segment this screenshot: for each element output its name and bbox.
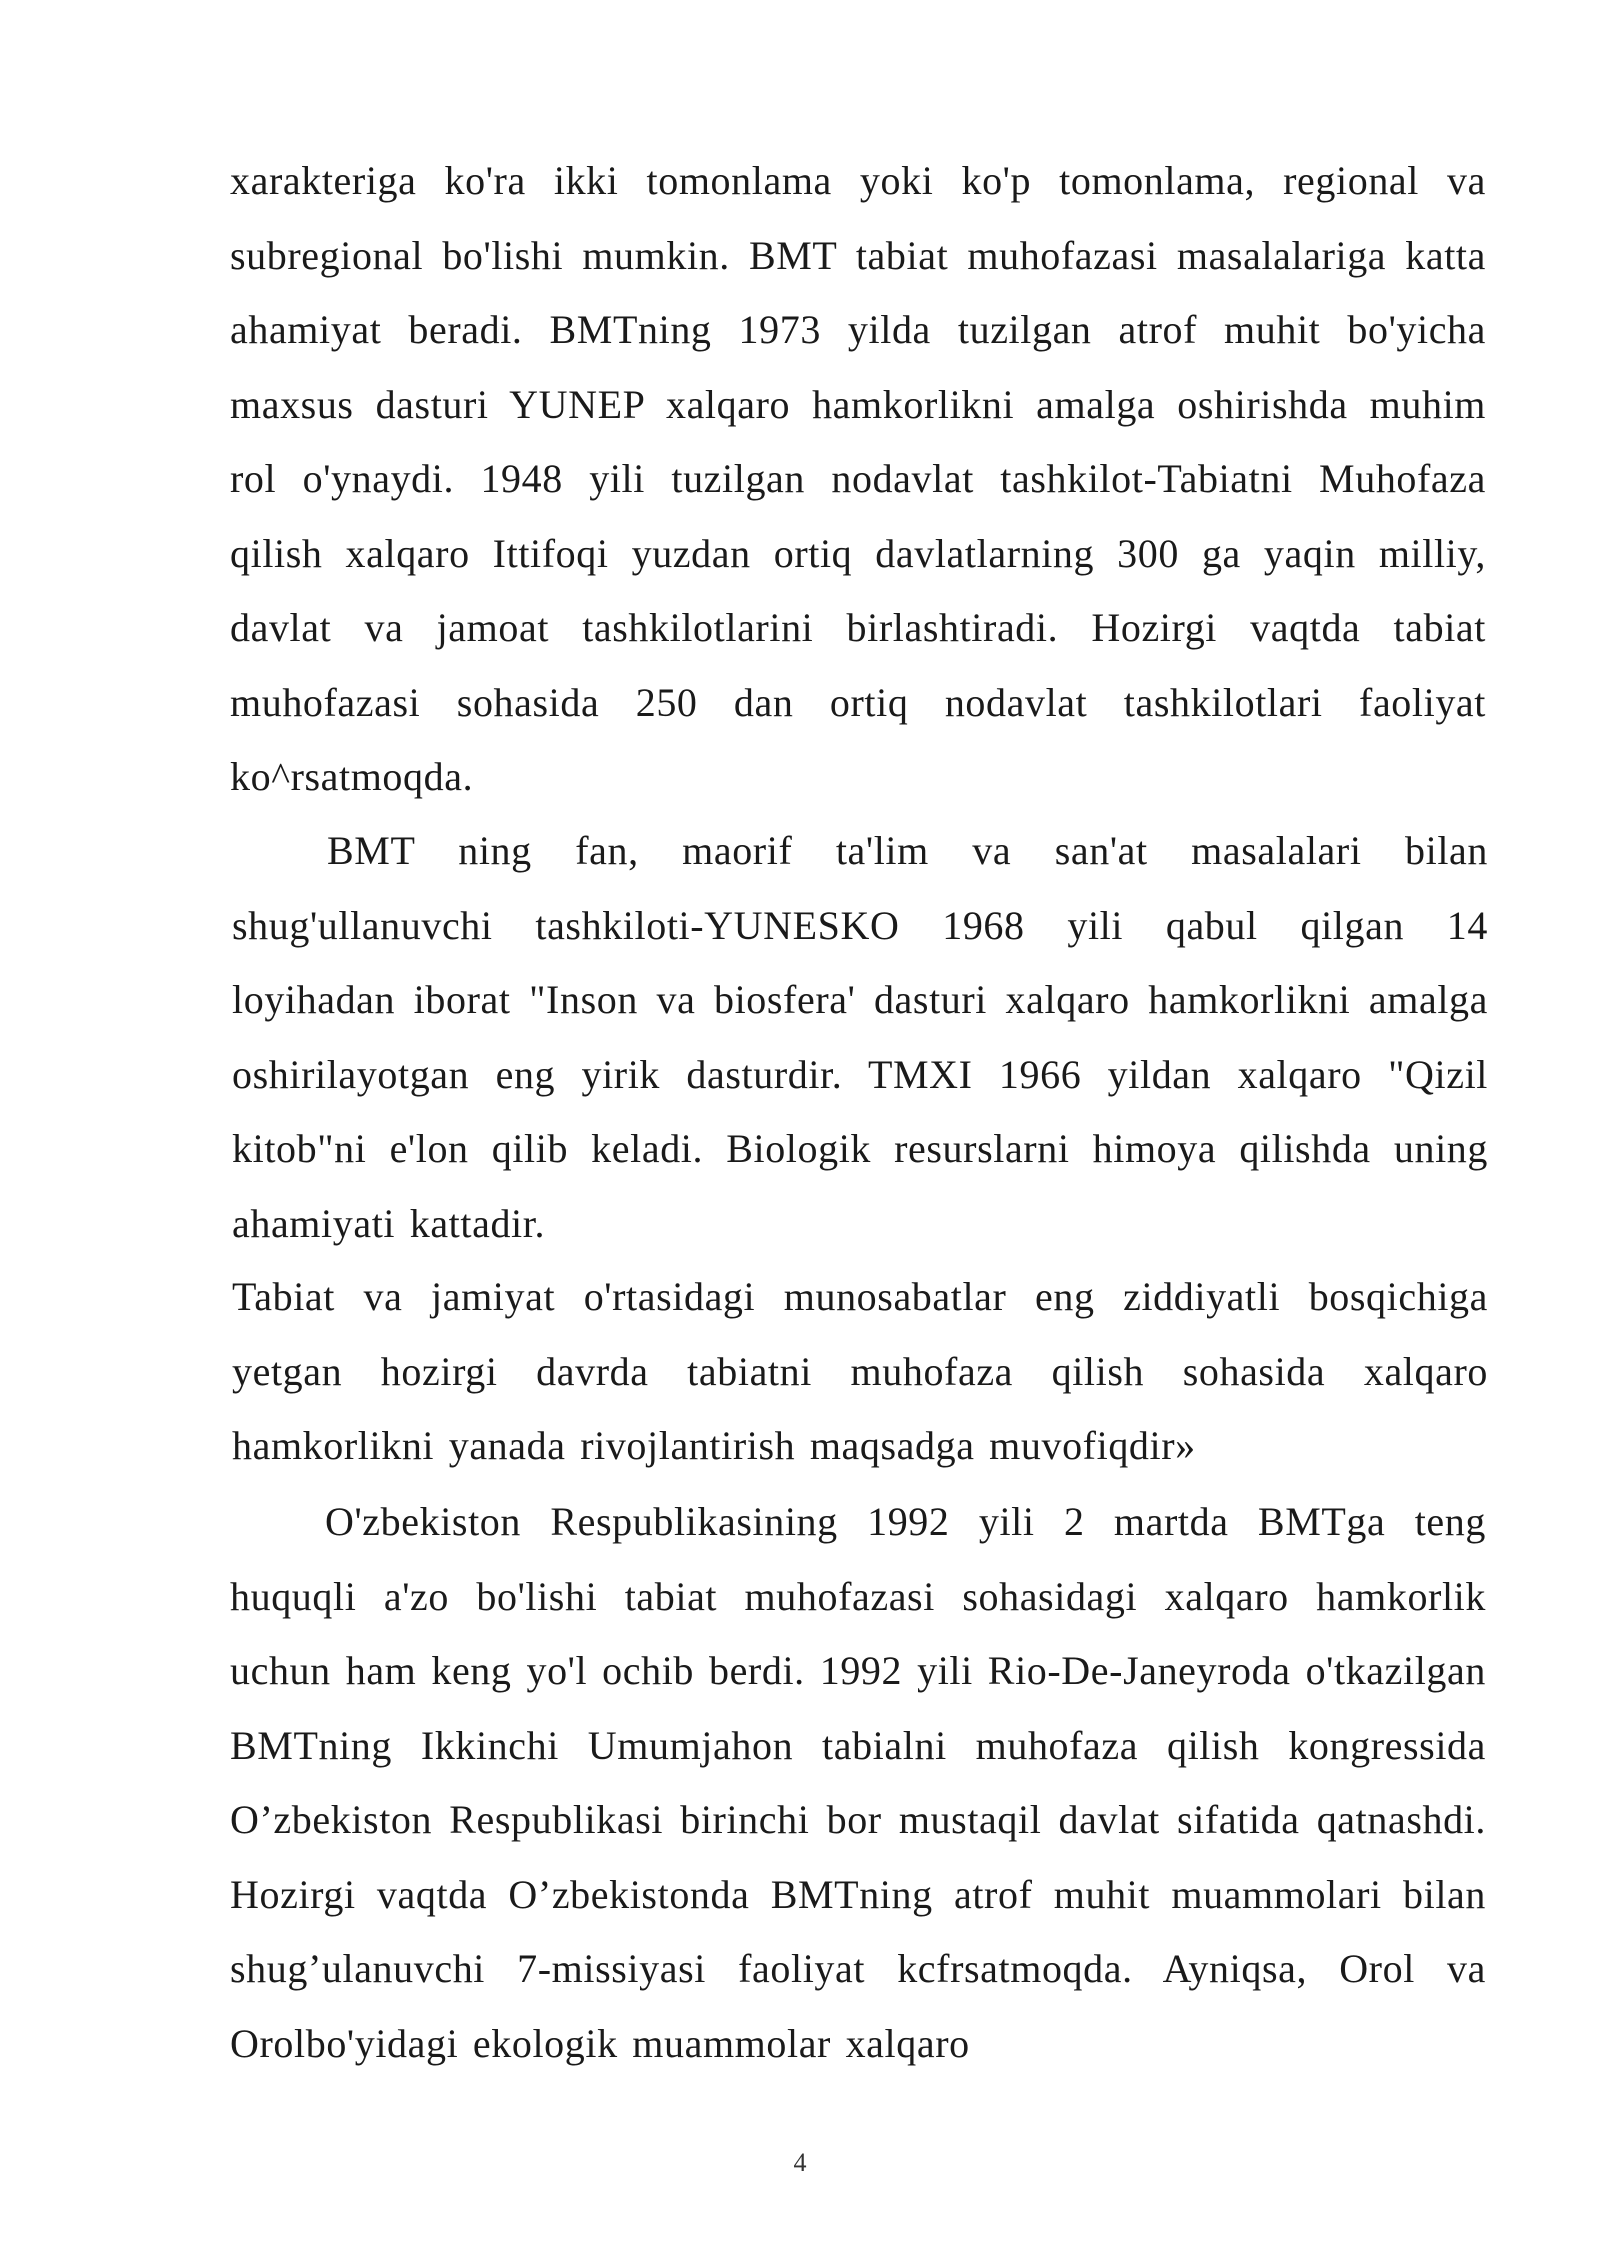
paragraph-3: Tabiat va jamiyat o'rtasidagi munosabatlar eng ziddiyatli bosqichiga yetgan hozirgi davrda tabiatni muhofaza qilish sohasida xalqaro hamkorlikni yanada rivojlantirish maqsadga muvofiqdir» bbox=[232, 1274, 1488, 1468]
paragraph-2: BMT ning fan, maorif ta'lim va san'at masalalari bilan shug'ullanuvchi tashkiloti-YUNESKO 1968 yili qabul qilgan 14 loyihadan iborat "Inson va biosfera' dasturi xalqaro hamkorlikni amalga oshirilayotgan eng yirik dasturdir. TMXI 1966 yildan xalqaro "Qizil kitob"ni e'lon qilib keladi. Biologik resurslarni himoya qilishda uning ahamiyati kattadir. bbox=[232, 828, 1488, 1246]
paragraph-1: xarakteriga ko'ra ikki tomonlama yoki ko'p tomonlama, regional va subregional bo'lishi mumkin. BMT tabiat muhofazasi masalalariga katta ahamiyat beradi. BMTning 1973 yilda tuzilgan atrof muhit bo'yicha maxsus dasturi YUNEP xalqaro hamkorlikni amalga oshirishda muhim rol o'ynaydi. 1948 yili tuzilgan nodavlat tashkilot-Tabiatni Muhofaza qilish xalqaro Ittifoqi yuzdan ortiq davlatlarning 300 ga yaqin milliy, davlat va jamoat tashkilotlarini birlashtiradi. Hozirgi vaqtda tabiat muhofazasi sohasida 250 dan ortiq nodavlat tashkilotlari faoliyat ko^rsatmoqda. bbox=[230, 158, 1486, 799]
page-number: 4 bbox=[793, 2148, 807, 2177]
paragraph-4: O'zbekiston Respublikasining 1992 yili 2 martda BMTga teng huquqli a'zo bo'lishi tabiat muhofazasi sohasidagi xalqaro hamkorlik uchun ham keng yo'l ochib berdi. 1992 yili Rio-De-Janeyroda o'tkazilgan BMTning Ikkinchi Umumjahon tabialni muhofaza qilish kongressida O’zbekiston Respublikasi birinchi bor mustaqil davlat sifatida qatnashdi. Hozirgi vaqtda O’zbekistonda BMTning atrof muhit muammolari bilan shug’ulanuvchi 7-missiyasi faoliyat kcfrsatmoqda. Ayniqsa, Orol va Orolbo'yidagi ekologik muammolar xalqaro bbox=[230, 1499, 1486, 2066]
